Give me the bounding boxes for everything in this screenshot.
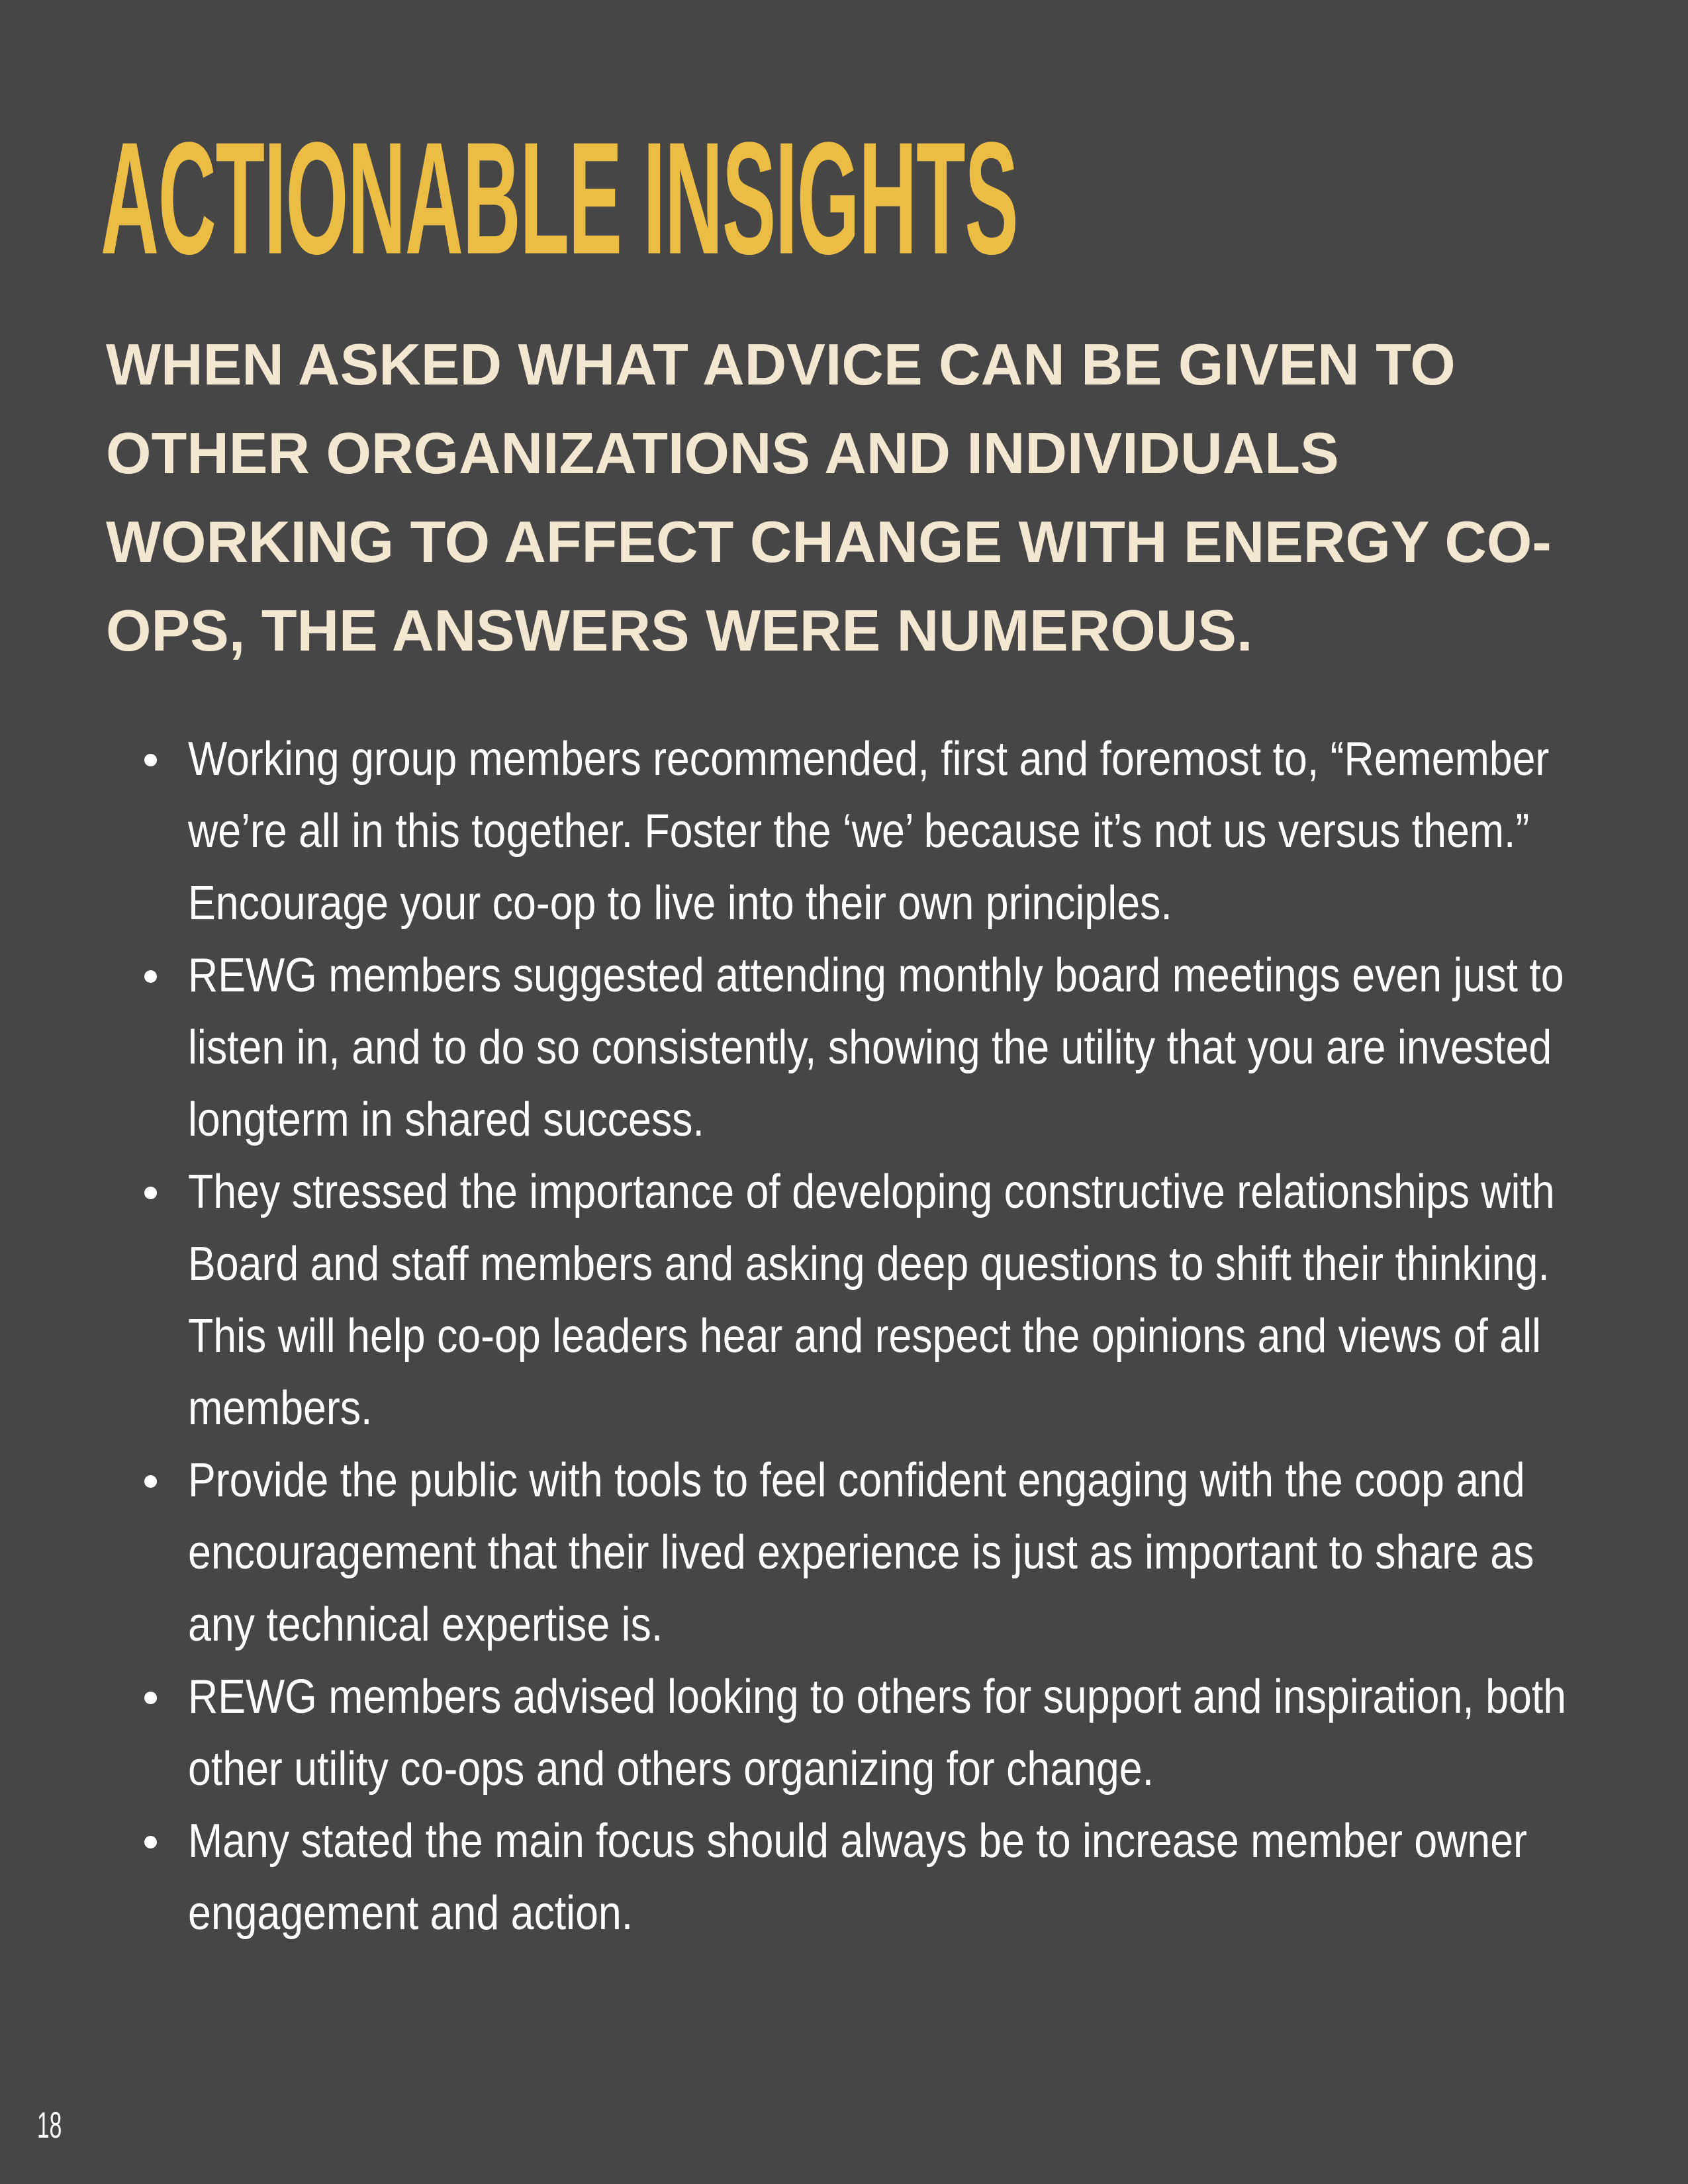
list-item-text: REWG members suggested attending monthly board meetings even just to listen in, and to do so consistently, showing the utility that you are invested longterm in shared success. [188,949,1564,1146]
list-item-text: Many stated the main focus should always be to increase member owner engagement and action. [188,1815,1527,1940]
page-subtitle: WHEN ASKED WHAT ADVICE CAN BE GIVEN TO OTHER ORGANIZATIONS AND INDIVIDUALS WORKING TO AFFECT CHANGE WITH ENERGY CO-OPS, THE ANSWERS WERE NUMEROUS. [106,332,1552,663]
bullet-icon [144,1187,157,1199]
insights-list [0,723,1688,1950]
list-item [0,1661,1688,1805]
list-item-text: REWG members advised looking to others for support and inspiration, both other utility co-ops and others organizing for change. [188,1670,1567,1796]
page-title: ACTIONABLE INSIGHTS [101,109,1018,288]
list-item [0,723,1688,940]
list-item-text: Provide the public with tools to feel confident engaging with the coop and encouragement that their lived experience is just as important to share as any technical expertise is. [188,1454,1534,1651]
bullet-icon [144,754,157,766]
list-item [0,1445,1688,1661]
list-item-text: They stressed the importance of developing constructive relationships with Board and staff members and asking deep questions to shift their thinking. This will help co-op leaders hear and respect the opinions and views of all members. [188,1165,1555,1435]
bullet-icon [144,970,157,983]
page-number: 18 [37,2104,62,2146]
bullet-icon [144,1692,157,1704]
list-item [0,940,1688,1156]
bullet-icon [144,1836,157,1848]
list-item [0,1156,1688,1445]
list-item [0,1805,1688,1950]
bullet-icon [144,1475,157,1488]
list-item-text: Working group members recommended, first and foremost to, “Remember we’re all in this together. Foster the ‘we’ because it’s not us versus them.” Encourage your co-op to live into their own principles. [188,733,1550,930]
